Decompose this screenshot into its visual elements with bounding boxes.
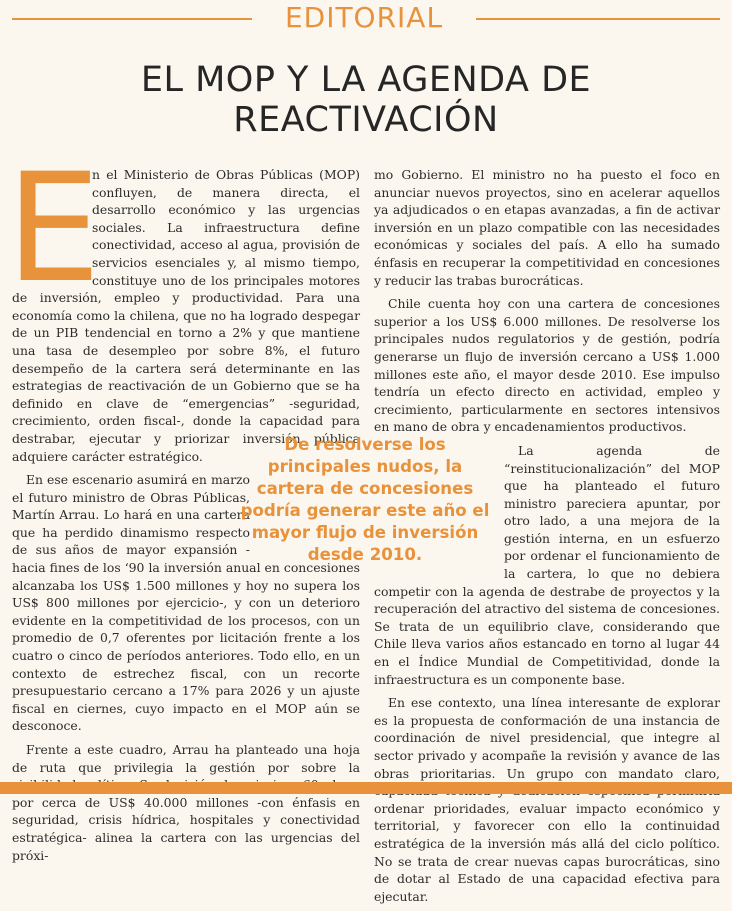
dropcap: E: [6, 142, 101, 316]
right-paragraph-2: Chile cuenta hoy con una cartera de concesiones superior a los US$ 6.000 millones. De resolverse los principales nudos regulatorios y de gestión, podría generarse un flujo de inversión cercano a US$ 1.000 millones este año, el mayor desde 2010. Ese impulso tendría un efecto directo en actividad, empleo y crecimiento, particularmente en sectores intensivos en mano de obra y encadenamientos productivos.: [374, 296, 720, 435]
left-paragraph-2-text: En ese escenario asumirá en marzo el futuro ministro de Obras Públicas, Martín Arrau. Lo hará en una cartera que ha perdido dinamismo respecto de sus años de mayor expansión -hacia fines de los ‘90 la inversión anual en concesiones alcanzaba los US$ 1.500 millones y hoy no supera los US$ 800 millones por ejercicio-, y con un deterioro evidente en la competitividad de los procesos, con un promedio de 0,7 oferentes por licitación frente a los cuatro o cinco de períodos anteriores. Todo ello, en un contexto de estrechez fiscal, con un recorte presupuestario cercano a 17% para 2026 y un ajuste fiscal en ciernes, cuyo impacto en el MOP aún se desconoce.: [12, 472, 360, 734]
pull-quote: De resolverse los principales nudos, la cartera de concesiones podría generar este año el mayor flujo de inversión desde 2010.: [240, 435, 490, 564]
headline: EL MOP Y LA AGENDA DE REACTIVACIÓN: [140, 60, 592, 140]
left-paragraph-3: Frente a este cuadro, Arrau ha planteado una hoja de ruta que privilegia la gestión por sobre la por cerca de US$ 40.000 millones -con énfasis en seguridad, crisis hídrica, hospitales y conectividad estratégica- alinea la cartera con las urgencias del próxi-: [12, 742, 360, 863]
bottom-accent-bar: [0, 782, 732, 794]
section-rule-right: [476, 18, 720, 20]
section-rule-left: [12, 18, 252, 20]
left-paragraph-1: [6, 142, 360, 465]
right-paragraph-1: mo Gobierno. El ministro no ha puesto el foco en anunciar nuevos proyectos, sino en acelerar aquellos ya adjudicados o en etapas avanzadas, a fin de activar inversión en un plazo compatible con las necesidades económicas y sociales del país. A ello ha sumado énfasis en recuperar la competitividad en concesiones y reducir las trabas burocráticas.: [374, 167, 720, 288]
right-paragraph-3-text: La agenda de “reinstitucionalización” del MOP que ha planteado el futuro ministro pareciera apuntar, por otro lado, a una mejora de la gestión interna, en un esfuerzo por ordenar el funcionamiento de la cartera, lo que no debiera competir con la agenda de destrabe de proyectos y la recuperación del atractivo del sistema de concesiones. Se trata de un equilibrio clave, considerando que Chile lleva varios años estancado en torno al lugar 44 en el Índice Mundial de Competitividad, donde la infraestructura es un componente base.: [374, 442, 720, 687]
section-label: EDITORIAL: [284, 1, 444, 34]
left-paragraph-1-text: n el Ministerio de Obras Públicas (MOP) confluyen, de manera directa, el desarrollo económico y las urgencias sociales. La infraestructura define conectividad, acceso al agua, provisión de servicios esenciales y, al mismo tiempo, constituye uno de los principales motores de inversión, empleo y productividad. Para una economía como la chilena, que no ha logrado despegar de un PIB tendencial en torno a 2% y que mantiene una tasa de desempleo por sobre 8%, el futuro desempeño de la cartera será determinante en las estrategias de reactivación de un Gobierno que se ha definido en clave de “emergencias” -seguridad, crecimiento, orden fiscal-, donde la capacidad para destrabar, ejecutar y priorizar inversión pública adquiere carácter estratégico.: [12, 167, 360, 464]
right-paragraph-4: En ese contexto, una línea interesante de explorar es la propuesta de conformación de una instancia de coordinación de nivel presidencial, que integre al sector privado y acompañe la revisión y avance de las obras prioritarias. Un grupo con mandato claro, ordenar prioridades, evaluar impacto económico y territorial, y favorecer con ello la continuidad estratégica de la inversión más allá del ciclo político. No se trata de crear nuevas capas burocráticas, sino de dotar al Estado de una capacidad efectiva para ejecutar.: [374, 695, 720, 904]
